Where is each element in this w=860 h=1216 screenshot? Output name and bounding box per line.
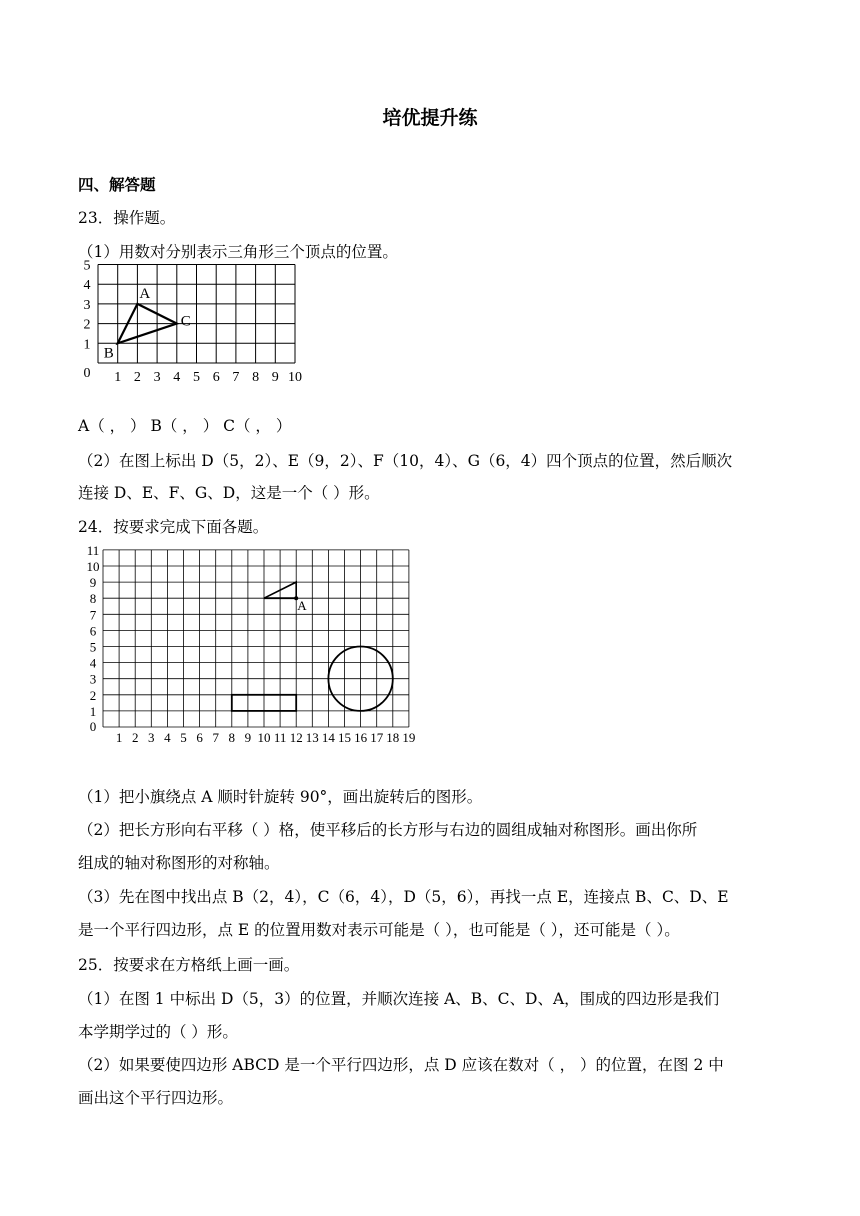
y-tick-label: 4 [89,655,97,671]
x-tick-label: 4 [164,730,171,745]
x-tick-label: 3 [148,730,155,745]
x-tick-label: 6 [212,370,220,385]
x-tick-label: 12 [289,730,303,745]
y-tick-label: 11 [86,542,100,558]
q23-coordinate-grid [78,258,318,404]
q24-part1: （1）把小旗绕点 A 顺时针旋转 90°，画出旋转后的图形。 [78,788,483,806]
y-tick-label: 2 [83,317,91,333]
vertex-label-b: B [103,345,114,362]
x-tick-label: 16 [354,730,368,745]
q23-part1: （1）用数对分别表示三角形三个顶点的位置。 [78,243,398,261]
y-tick-label: 3 [89,671,97,687]
x-tick-label: 3 [153,370,161,385]
section-heading: 四、解答题 [78,175,156,194]
y-tick-label: 3 [83,297,91,313]
q24-part3-line2: 是一个平行四边形，点 E 的位置用数对表示可能是（ ），也可能是（ ），还可能是（ ）。 [78,921,680,939]
x-tick-label: 7 [232,370,240,385]
x-tick-label: 2 [131,730,139,745]
q23-part2-line1: （2）在图上标出 D（5，2）、E（9，2）、F（10，4）、G（6，4）四个顶点的位置，然后顺次 [78,452,733,470]
q24-part3-line1: （3）先在图中找出点 B（2，4），C（6，4），D（5，6），再找一点 E，连接点 B、C、D、E [78,888,729,906]
point-a-label: A [297,598,307,614]
y-tick-label: 0 [89,719,97,734]
page-title: 培优提升练 [382,107,478,129]
x-tick-label: 14 [321,730,335,745]
q25-part2-line2: 画出这个平行四边形。 [78,1089,234,1107]
x-tick-label: 15 [338,730,351,745]
x-tick-label: 9 [271,370,279,385]
y-tick-label: 1 [89,703,97,719]
y-tick-label: 7 [89,607,97,623]
x-tick-label: 10 [257,730,271,745]
q24-coordinate-grid [78,542,428,764]
x-tick-label: 11 [273,730,287,745]
x-tick-label: 8 [228,730,236,745]
x-tick-label: 4 [173,370,181,385]
x-tick-label: 1 [115,730,123,745]
x-tick-label: 5 [180,730,187,745]
q25-part2-line1: （2）如果要使四边形 ABCD 是一个平行四边形，点 D 应该在数对（ ， ）的位置，在图 2 中 [78,1056,724,1074]
q25-part1-line1: （1）在图 1 中标出 D（5，3）的位置，并顺次连接 A、B、C、D、A，围成的四边形是我们 [78,990,720,1008]
y-tick-label: 10 [86,559,100,574]
q23-answer-line: A（ ， ） B（ ， ） C（ ， ） [78,417,292,435]
y-tick-label: 5 [83,258,91,274]
x-tick-label: 9 [244,730,252,745]
q25-stem: 25．按要求在方格纸上画一画。 [78,956,300,974]
q23-stem: 23．操作题。 [78,209,176,227]
x-tick-label: 13 [305,730,319,745]
y-tick-label: 9 [89,575,97,591]
y-tick-label: 6 [89,623,97,639]
y-tick-label: 0 [83,366,91,381]
x-tick-label: 6 [196,730,203,745]
vertex-label-c: C [180,313,191,330]
x-tick-label: 19 [402,730,416,745]
x-tick-label: 8 [252,370,260,385]
y-tick-label: 1 [83,337,91,353]
x-tick-label: 7 [212,730,219,745]
q25-part1-line2: 本学期学过的（ ）形。 [78,1023,238,1041]
vertex-label-a: A [139,285,151,302]
y-tick-label: 8 [89,591,97,607]
x-tick-label: 2 [133,370,141,385]
q23-part2-line2: 连接 D、E、F、G、D，这是一个（ ）形。 [78,484,380,502]
x-tick-label: 1 [114,370,122,385]
y-tick-label: 2 [89,687,97,703]
x-tick-label: 17 [370,730,384,745]
y-tick-label: 4 [83,278,91,294]
x-tick-label: 18 [386,730,400,745]
x-tick-label: 5 [193,370,200,385]
q24-stem: 24．按要求完成下面各题。 [78,518,269,536]
q24-part2-line2: 组成的轴对称图形的对称轴。 [78,854,280,872]
x-tick-label: 10 [288,370,302,385]
q24-part2-line1: （2）把长方形向右平移（ ）格，使平移后的长方形与右边的圆组成轴对称图形。画出你所 [78,821,698,839]
y-tick-label: 5 [89,639,97,655]
